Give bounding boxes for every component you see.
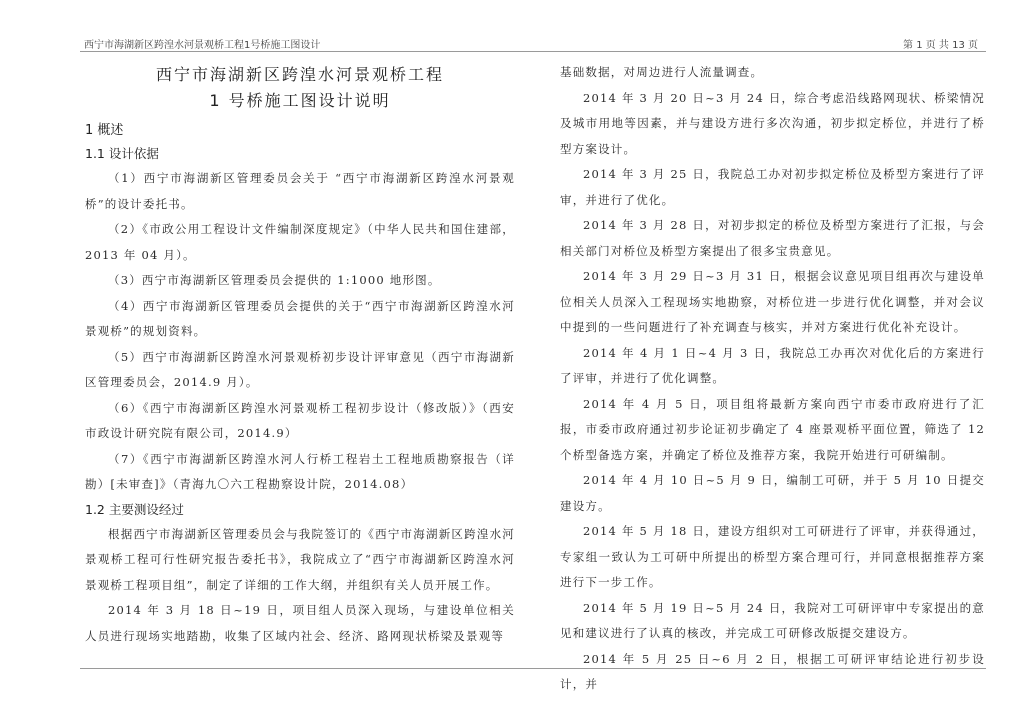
body-paragraph: 2014 年 5 月 25 日~6 月 2 日，根据工可研评审结论进行初步设计，并 [560,651,985,691]
reference-item: （1）西宁市海湖新区管理委员会关于 “西宁市海湖新区跨湟水河景观桥”的设计委托书。 [85,171,515,211]
body-paragraph: 根据西宁市海湖新区管理委员会与我院签订的《西宁市海湖新区跨湟水河景观桥工程可行性研究报告委托书》，我院成立了“西宁市海湖新区跨湟水河景观桥工程项目组”，制定了详细的工作大纲，并组织有关人员开展工作。 [85,526,515,592]
body-paragraph: 2014 年 3 月 29 日~3 月 31 日，根据会议意见项目组再次与建设单位相关人员深入工程现场实地勘察，对桥位进一步进行优化调整，并对会议中提到的一些问题进行了补充调查与核实，并对方案进行优化补充设计。 [560,269,985,334]
footer-divider [80,668,986,669]
body-paragraph-continued: 基础数据，对周边进行人流量调查。 [560,65,764,79]
reference-item: （7）《西宁市海湖新区跨湟水河人行桥工程岩土工程地质勘察报告（详勘）[未审查]》（青海九〇六工程勘察设计院，2014.08） [85,451,515,491]
body-paragraph: 2014 年 5 月 18 日，建设方组织对工可研进行了评审，并获得通过，专家组一致认为工可研中所提出的桥型方案合理可行，并同意根据推荐方案进行下一步工作。 [560,524,985,589]
body-paragraph: 2014 年 3 月 18 日~19 日，项目组人员深入现场，与建设单位相关人员进行现场实地踏勘，收集了区域内社会、经济、路网现状桥梁及景观等 [85,603,515,643]
body-paragraph: 2014 年 3 月 20 日~3 月 24 日，综合考虑沿线路网现状、桥梁情况及城市用地等因素，并与建设方进行多次沟通，初步拟定桥位，并进行了桥型方案设计。 [560,90,985,156]
body-paragraph: 2014 年 4 月 5 日，项目组将最新方案向西宁市委市政府进行了汇报，市委市政府通过初步论证初步确定了 4 座景观桥平面位置，筛选了 12 个桥型备选方案，并确定了桥位及推荐方案，我院开始进行可研编制。 [560,396,985,462]
body-paragraph: 2014 年 5 月 19 日~5 月 24 日，我院对工可研评审中专家提出的意见和建议进行了认真的核改，并完成工可研修改版提交建设方。 [560,600,985,640]
doc-title-line-1: 西宁市海湖新区跨湟水河景观桥工程 [155,65,444,84]
header-doc-title: 西宁市海湖新区跨湟水河景观桥工程1号桥施工图设计 [84,40,321,51]
right-column [560,60,985,698]
reference-item: （3）西宁市海湖新区管理委员会提供的 1:1000 地形图。 [108,273,441,287]
body-paragraph: 2014 年 4 月 10 日~5 月 9 日，编制工可研，并于 5 月 10 日提交建设方。 [560,473,985,513]
reference-item: （6）《西宁市海湖新区跨湟水河景观桥工程初步设计（修改版）》（西安市政设计研究院有限公司，2014.9） [85,400,515,440]
body-paragraph: 2014 年 3 月 25 日，我院总工办对初步拟定桥位及桥型方案进行了评审，并进行了优化。 [560,167,985,207]
reference-item: （4）西宁市海湖新区管理委员会提供的关于“西宁市海湖新区跨湟水河景观桥”的规划资料。 [85,298,515,338]
header-page-number: 第 1 页 共 13 页 [903,40,978,51]
page-header [80,33,986,52]
reference-item: （5）西宁市海湖新区跨湟水河景观桥初步设计评审意见（西宁市海湖新区管理委员会，2014.9 月）。 [85,349,515,389]
section-heading-overview: 1 概述 [85,123,124,138]
body-paragraph: 2014 年 3 月 28 日，对初步拟定的桥位及桥型方案进行了汇报，与会相关部门对桥位及桥型方案提出了很多宝贵意见。 [560,218,985,258]
left-column [85,60,515,649]
section-heading-survey-process: 1.2 主要测设经过 [85,501,184,517]
body-paragraph: 2014 年 4 月 1 日~4 月 3 日，我院总工办再次对优化后的方案进行了评审，并进行了优化调整。 [560,345,985,385]
doc-title-line-2: 1 号桥施工图设计说明 [209,91,391,110]
section-heading-design-basis: 1.1 设计依据 [85,146,159,161]
reference-item: （2）《市政公用工程设计文件编制深度规定》（中华人民共和国住建部，2013 年 04 月）。 [85,222,515,262]
